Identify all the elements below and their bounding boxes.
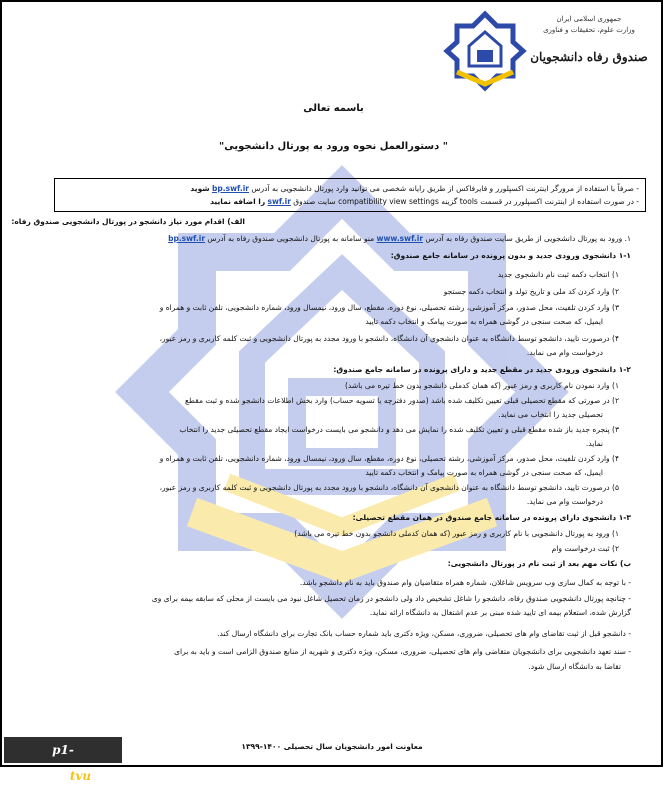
site-tag-accent: tvu (69, 769, 92, 783)
section-a-intro (168, 233, 631, 245)
sub2-item: ایمیل، که صحت سنجی در گوشی همراه به صورت پیامک و انتخاب دکمه تایید (365, 468, 603, 477)
logo-fund-name: صندوق رفاه دانشجویان (530, 50, 648, 64)
bp-portal-link[interactable]: bp.swf.ir (168, 234, 206, 243)
swf-link[interactable]: swf.ir (267, 197, 291, 206)
sub2-item: ۵) درصورت تایید، دانشجو توسط دانشگاه به عنوان دانشجوی آن دانشگاه، دانشجو با ورود مجدد به پورتال دانشجویی و ثبت کلمه کاربری و رمز عبور، (159, 483, 619, 492)
site-tag-prefix: p1-hamedan. (4, 743, 74, 783)
swf-main-link[interactable]: www.swf.ir (376, 234, 424, 243)
page-title: باسمه تعالی (303, 103, 364, 114)
section-b-item: - سند تعهد دانشجویی برای دانشجویان متقاضی وام های تحصیلی، ضروری، مسکن، ویژه دکتری و شهریه از منابع صندوق الزامی است و باید به برای (174, 647, 631, 656)
sub2-item: ۲) در صورتی که مقطع تحصیلی قبلی تعیین تکلیف شده باشد (صدور دفترچه یا تسویه حساب) وارد بخش اطلاعات دانشجو شده و ثبت مقطع (185, 396, 619, 405)
intro-mid: منو سامانه به پورتال دانشجویی صندوق رفاه به آدرس (207, 234, 375, 243)
section-b-heading: ب) نکات مهم بعد از ثبت نام در پورتال دانشجویی: (447, 559, 631, 568)
logo-ministry: وزارت علوم، تحقیقات و فناوری (543, 26, 635, 34)
sub3-heading: ۱-۳ دانشجوی دارای پرونده در سامانه جامع صندوق در همان مقطع تحصیلی: (352, 513, 631, 522)
sub2-item: ۳) پنجره جدید باز شده مقطع قبلی و تعیین تکلیف شده را نمایش می دهد و دانشجو می بایست درخواست ایجاد مقطع تحصیلی جدید را انتخاب (179, 425, 619, 434)
section-b-item: - با توجه به کمال سازی وب سرویس شاغلان، شماره همراه متقاضیان وام صندوق باید به نام دانشجو باشد. (299, 578, 631, 587)
notice-line-1 (61, 182, 639, 195)
section-a-heading: الف) اقدام مورد نیاز دانشجو در پورتال دانشجویی صندوق رفاه: (11, 217, 245, 226)
sub1-item: ایمیل، که صحت سنجی در گوشی همراه به صورت پیامک و انتخاب دکمه تایید (365, 317, 603, 326)
notice-line-2-end: را اضافه نمایید (210, 197, 266, 206)
notice-line-2 (61, 195, 639, 208)
sub2-item: ۴) وارد کردن تلفیت، محل صدور، مرکز آموزشی، رشته تحصیلی، نوع دوره، مقطع، سال ورود، نیمسال ورود، شماره دانشجویی، تلفن ثابت و همراه و (159, 454, 619, 463)
sub2-item: نماید. (585, 439, 603, 448)
document-content (2, 2, 665, 769)
sub1-item: ۱) انتخاب دکمه ثبت نام دانشجوی جدید (497, 270, 619, 279)
section-b-item: گزارش شده، استعلام بیمه ای تایید شده مبنی بر عدم اشتغال به دانشگاه ارائه نماید. (369, 608, 631, 617)
sub2-item: تحصیلی جدید را انتخاب می نماید. (498, 410, 603, 419)
page-subtitle: " دستورالعمل نحوه ورود به پورتال دانشجویی" (219, 141, 448, 152)
sub2-item: ۱) وارد نمودن نام کاربری و رمز عبور (که همان کدملی دانشجو بدون خط تیره می باشد) (344, 381, 619, 390)
notice-line-2-text: - در صورت استفاده از اینترنت اکسپلورر در قسمت tools گزینه compatibility view settings سایت صندوق (293, 197, 639, 206)
notice-line-1-end: شوید (190, 184, 210, 193)
sub3-item: ۲) ثبت درخواست وام (551, 544, 619, 553)
section-b-item: - چنانچه پورتال دانشجویی صندوق رفاه، دانشجو را شاغل تشخیص داد ولی دانشجو در زمان تحصیل شاغل نبود می بایست از محلی که سابقه بیمه برای وی (151, 594, 631, 603)
site-tag-suffix: .ac.ir (91, 769, 126, 783)
intro-text: ۱. ورود به پورتال دانشجویی از طریق سایت صندوق رفاه به آدرس (425, 234, 631, 243)
sub2-item: درخواست وام می نماید. (526, 497, 603, 506)
sub3-item: ۱) ورود به پورتال دانشجویی با نام کاربری و رمز عبور (که همان کدملی دانشجو بدون خط تیره می باشد) (294, 529, 619, 538)
sub1-item: ۳) وارد کردن تلفیت، محل صدور، مرکز آموزشی، رشته تحصیلی، نوع دوره، مقطع، سال ورود، نیمسال ورود، شماره دانشجویی، تلفن ثابت و همراه و (159, 303, 619, 312)
notice-box (54, 178, 646, 212)
portal-link[interactable]: bp.swf.ir (212, 184, 249, 193)
sub1-heading: ۱-۱ دانشجوی ورودی جدید و بدون پرونده در سامانه جامع صندوق: (390, 251, 631, 260)
sub1-item: درخواست وام می نماید. (526, 348, 603, 357)
sub2-heading: ۱-۲ دانشجوی ورودی جدید در مقطع جدید و دارای پرونده در سامانه جامع صندوق: (333, 365, 631, 374)
footer-signature: معاونت امور دانشجویان سال تحصیلی ۱۴۰۰-۱۳۹۹ (241, 742, 423, 751)
sub1-item: ۲) وارد کردن کد ملی و تاریخ تولد و انتخاب دکمه جستجو (443, 287, 619, 296)
section-b-item: تقاضا به دانشگاه ارسال شود. (528, 662, 621, 671)
sub1-item: ۴) درصورت تایید، دانشجو توسط دانشگاه به عنوان دانشجوی آن دانشگاه، دانشجو با ورود مجدد به پورتال دانشجویی و ثبت کلمه کاربری و رمز عبور، (159, 334, 619, 343)
logo-country: جمهوری اسلامی ایران (556, 15, 622, 23)
section-b-item: - دانشجو قبل از ثبت تقاضای وام های تحصیلی، ضروری، مسکن، ویژه دکتری باید شماره حساب بانک تجارت برای دانشگاه ارسال کند. (217, 629, 631, 638)
notice-line-1-text: - صرفاً با استفاده از مرورگر اینترنت اکسپلورر و فایرفاکس از طریق رایانه شخصی می توانید وارد پورتال دانشجویی به آدرس (251, 184, 639, 193)
